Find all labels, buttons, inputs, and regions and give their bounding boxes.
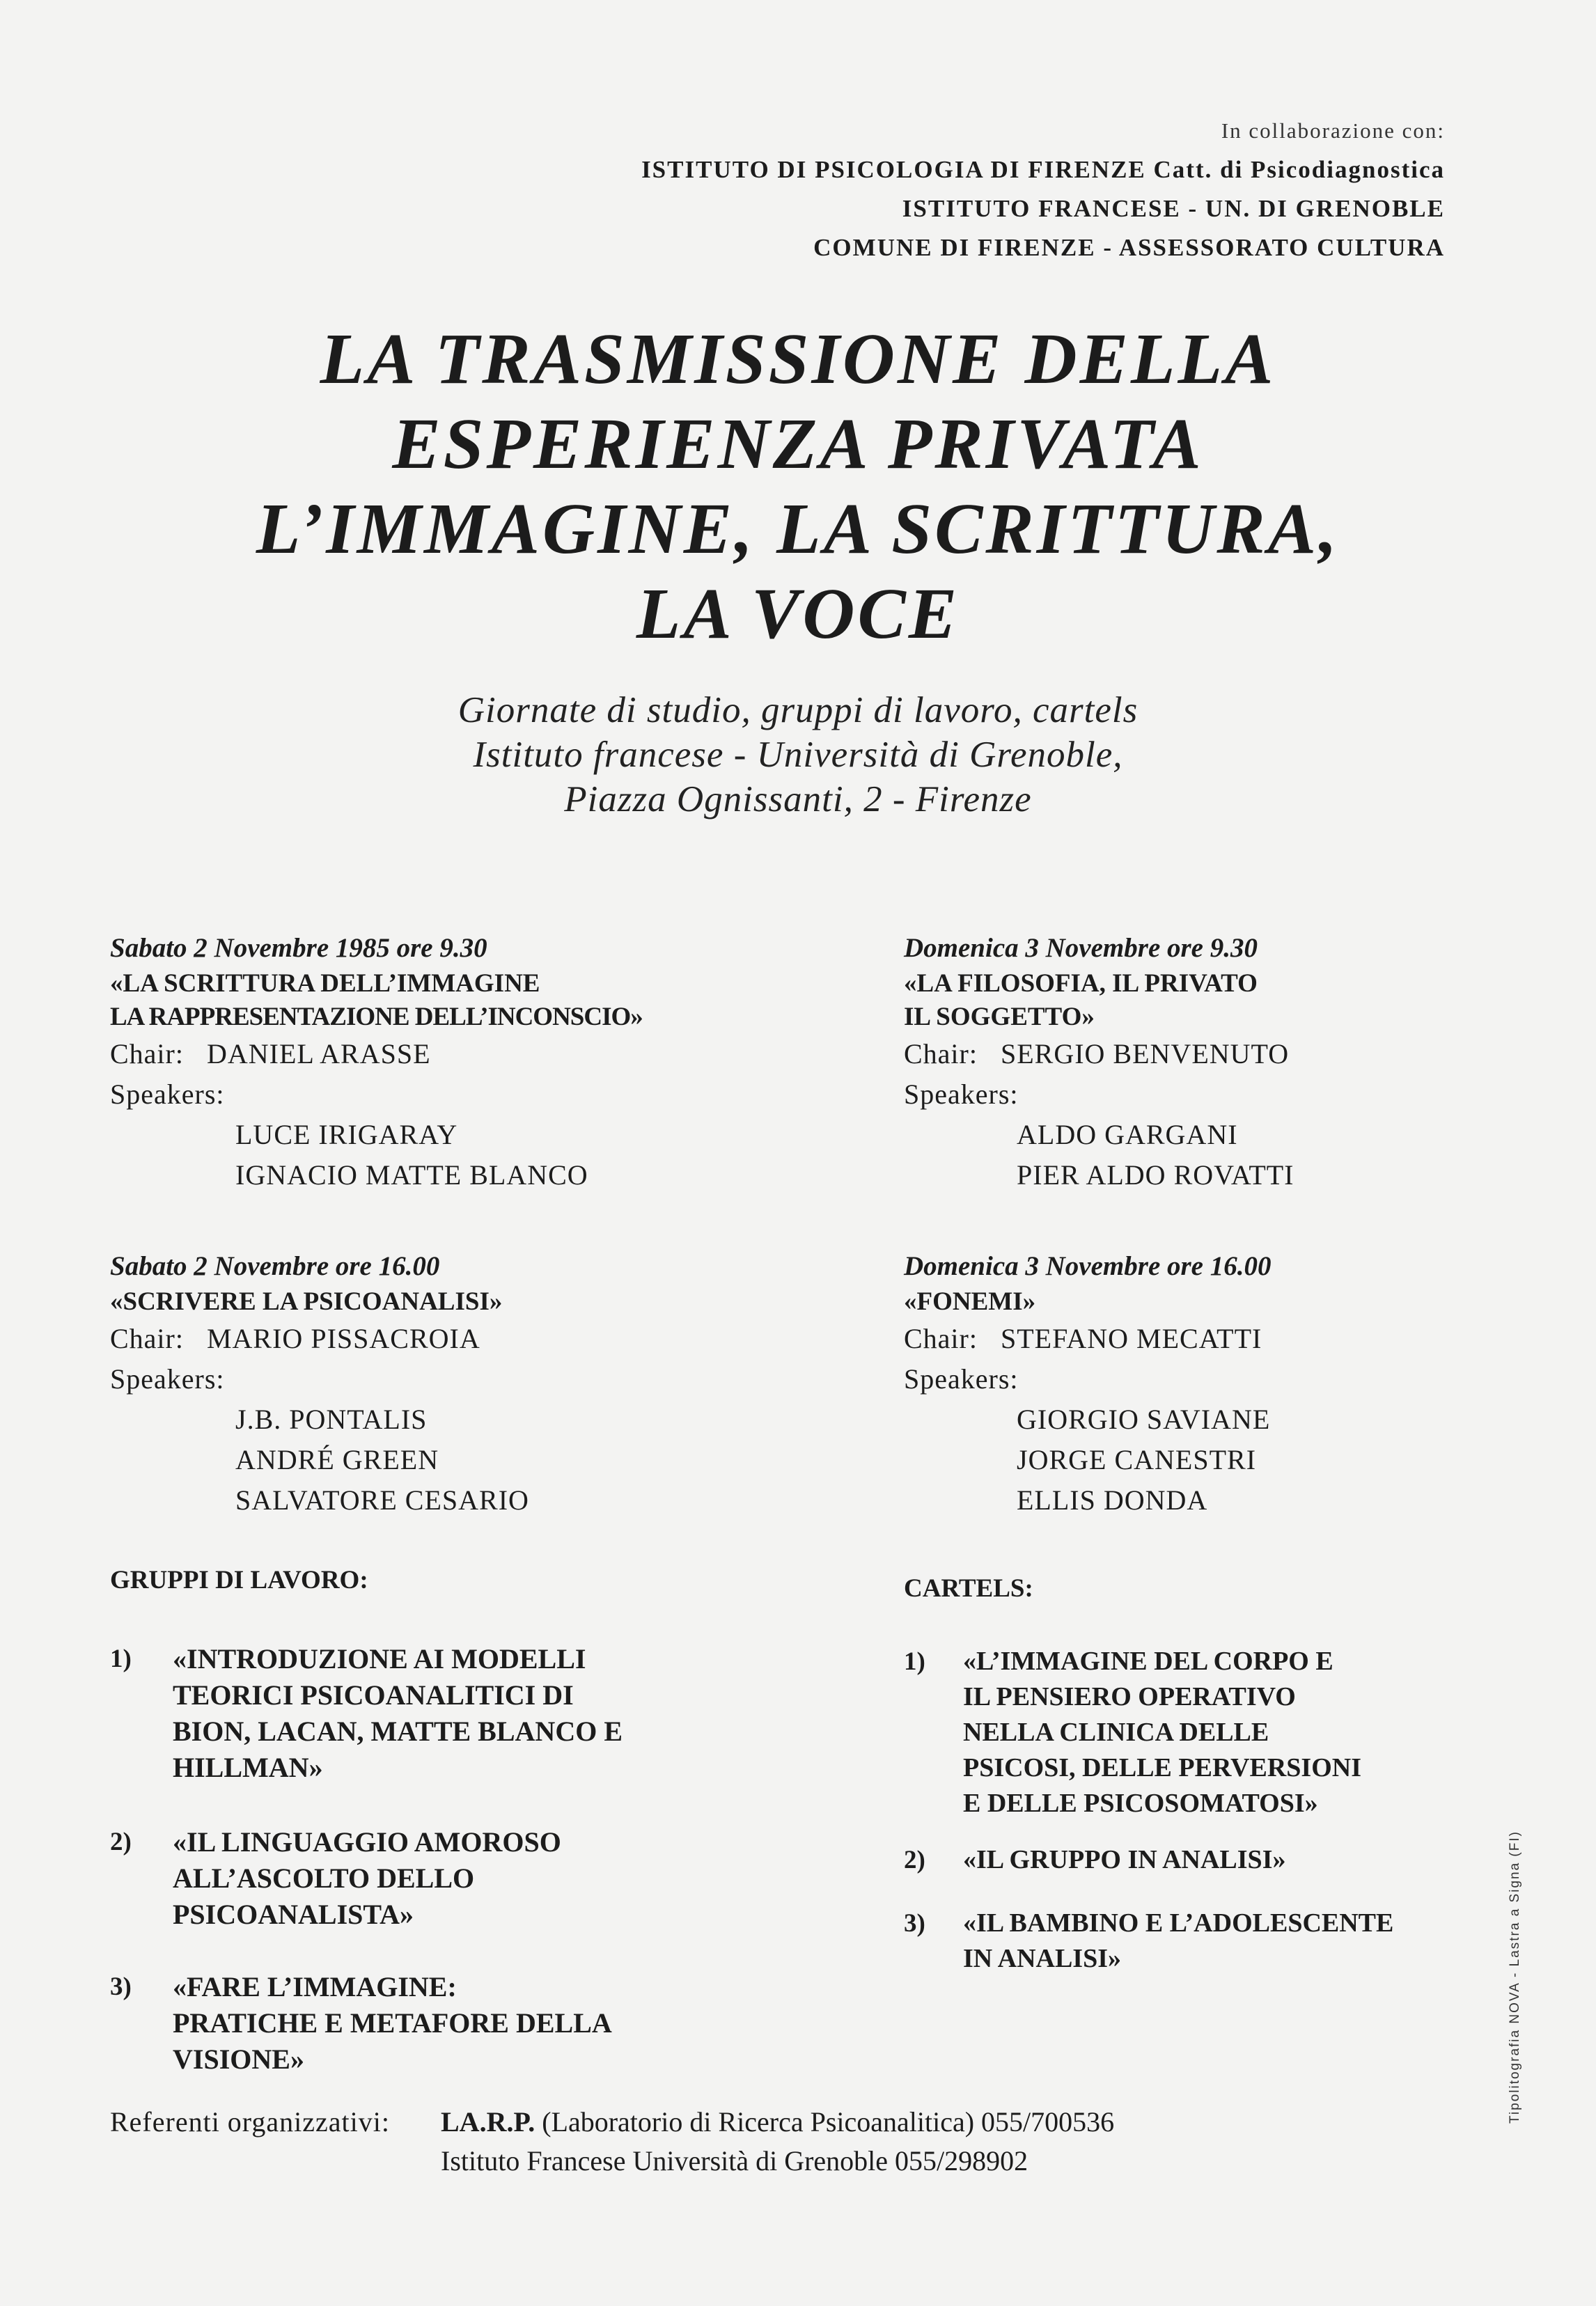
- session-heading: Domenica 3 Novembre ore 16.00: [904, 1251, 1272, 1281]
- session-heading: Domenica 3 Novembre ore 9.30: [904, 933, 1258, 963]
- collaboration-block: [261, 111, 1445, 267]
- collaboration-intro: In collaborazione con:: [1221, 118, 1445, 143]
- session-saturday-afternoon: [110, 1248, 529, 1521]
- session-chair: Chair: STEFANO MECATTI: [904, 1323, 1262, 1354]
- item-number: 2): [904, 1846, 925, 1874]
- gruppo-item: [110, 1641, 806, 1786]
- item-line: «INTRODUZIONE AI MODELLI: [173, 1643, 586, 1674]
- item-number: 3): [904, 1909, 925, 1938]
- footer-values: [441, 2103, 1114, 2181]
- speaker-name: ELLIS DONDA: [1017, 1484, 1208, 1516]
- gruppi-di-lavoro: [110, 1562, 806, 2078]
- item-line: PSICOANALISTA»: [173, 1899, 414, 1930]
- speaker-name: LUCE IRIGARAY: [235, 1119, 458, 1150]
- cartel-item: [904, 1906, 1496, 1977]
- session-title: [110, 1285, 529, 1319]
- cartels-heading: CARTELS:: [904, 1574, 1033, 1603]
- printer-credit: Tipolitografia NOVA - Lastra a Signa (FI): [1508, 1830, 1522, 2124]
- subtitle: [0, 688, 1596, 822]
- session-title: [904, 967, 1294, 1034]
- main-title: [0, 317, 1596, 657]
- title-line: LA VOCE: [636, 574, 960, 654]
- item-line: NELLA CLINICA DELLE: [963, 1718, 1269, 1747]
- session-title-line: «FONEMI»: [904, 1287, 1036, 1316]
- item-line: HILLMAN»: [173, 1752, 323, 1783]
- speaker-name: ALDO GARGANI: [1017, 1119, 1238, 1150]
- speakers-label: Speakers:: [110, 1363, 225, 1395]
- larp-name: LA.R.P.: [441, 2106, 535, 2138]
- speaker-name: SALVATORE CESARIO: [235, 1484, 529, 1516]
- item-line: IN ANALISI»: [963, 1944, 1122, 1973]
- item-line: ALL’ASCOLTO DELLO: [173, 1862, 475, 1894]
- session-sunday-morning: [904, 930, 1294, 1195]
- subtitle-line: Piazza Ognissanti, 2 - Firenze: [564, 779, 1032, 819]
- speaker-name: PIER ALDO ROVATTI: [1017, 1159, 1294, 1191]
- collaborator-psicologia: ISTITUTO DI PSICOLOGIA DI FIRENZE Catt. di Psicodiagnostica: [641, 156, 1445, 183]
- speaker-name: ANDRÉ GREEN: [235, 1444, 439, 1475]
- gruppi-heading: GRUPPI DI LAVORO:: [110, 1566, 368, 1594]
- title-line: ESPERIENZA PRIVATA: [392, 404, 1204, 484]
- cartels: [904, 1570, 1496, 1977]
- session-chair: Chair: SERGIO BENVENUTO: [904, 1038, 1290, 1069]
- collaborator-istituto-francese: ISTITUTO FRANCESE - UN. DI GRENOBLE: [902, 195, 1445, 222]
- session-heading: Sabato 2 Novembre 1985 ore 9.30: [110, 933, 487, 963]
- speakers-label: Speakers:: [904, 1363, 1019, 1395]
- item-line: E DELLE PSICOSOMATOSI»: [963, 1789, 1318, 1818]
- title-line: LA TRASMISSIONE DELLA: [320, 319, 1276, 399]
- speakers-label: Speakers:: [904, 1079, 1019, 1110]
- cartel-item: [904, 1842, 1496, 1878]
- item-line: PSICOSI, DELLE PERVERSIONI: [963, 1753, 1361, 1782]
- gruppo-item: [110, 1969, 806, 2078]
- larp-details: (Laboratorio di Ricerca Psicoanalitica) 055/700536: [535, 2106, 1115, 2138]
- speaker-name: JORGE CANESTRI: [1017, 1444, 1257, 1475]
- speaker-name: GIORGIO SAVIANE: [1017, 1404, 1271, 1435]
- item-line: BION, LACAN, MATTE BLANCO E: [173, 1716, 623, 1747]
- footer-line-larp: [441, 2103, 1114, 2142]
- session-title-line: LA RAPPRESENTAZIONE DELL’INCONSCIO»: [110, 1003, 643, 1031]
- item-line: VISIONE»: [173, 2044, 304, 2075]
- title-line: L’IMMAGINE, LA SCRITTURA,: [256, 489, 1340, 569]
- session-chair: Chair: MARIO PISSACROIA: [110, 1323, 480, 1354]
- item-number: 1): [904, 1647, 925, 1676]
- session-title: [904, 1285, 1272, 1319]
- session-title-line: «SCRIVERE LA PSICOANALISI»: [110, 1287, 503, 1316]
- item-line: «IL BAMBINO E L’ADOLESCENTE: [963, 1908, 1394, 1938]
- session-title-line: IL SOGGETTO»: [904, 1003, 1095, 1031]
- speaker-name: J.B. PONTALIS: [235, 1404, 428, 1435]
- session-saturday-morning: [110, 930, 643, 1195]
- collaborator-comune: COMUNE DI FIRENZE - ASSESSORATO CULTURA: [813, 234, 1445, 261]
- item-line: TEORICI PSICOANALITICI DI: [173, 1679, 574, 1711]
- item-number: 2): [110, 1828, 132, 1856]
- speaker-name: IGNACIO MATTE BLANCO: [235, 1159, 588, 1191]
- footer-line-istituto: Istituto Francese Università di Grenoble 055/298902: [441, 2145, 1028, 2176]
- session-title-line: «LA FILOSOFIA, IL PRIVATO: [904, 969, 1258, 998]
- item-line: «L’IMMAGINE DEL CORPO E: [963, 1647, 1333, 1676]
- item-line: PRATICHE E METAFORE DELLA: [173, 2007, 612, 2039]
- session-chair: Chair: DANIEL ARASSE: [110, 1038, 431, 1069]
- session-heading: Sabato 2 Novembre ore 16.00: [110, 1251, 440, 1281]
- speakers-label: Speakers:: [110, 1079, 225, 1110]
- session-title: [110, 967, 643, 1034]
- item-line: «IL GRUPPO IN ANALISI»: [963, 1845, 1286, 1874]
- footer-label: Referenti organizzativi:: [110, 2106, 390, 2138]
- item-number: 1): [110, 1645, 132, 1673]
- item-line: «FARE L’IMMAGINE:: [173, 1971, 457, 2002]
- item-number: 3): [110, 1972, 132, 2001]
- session-sunday-afternoon: [904, 1248, 1272, 1521]
- item-line: IL PENSIERO OPERATIVO: [963, 1682, 1296, 1711]
- item-line: «IL LINGUAGGIO AMOROSO: [173, 1826, 561, 1858]
- cartel-item: [904, 1644, 1496, 1821]
- gruppo-item: [110, 1824, 806, 1933]
- subtitle-line: Istituto francese - Università di Grenoble,: [473, 735, 1123, 775]
- session-title-line: «LA SCRITTURA DELL’IMMAGINE: [110, 969, 540, 998]
- subtitle-line: Giornate di studio, gruppi di lavoro, cartels: [457, 690, 1139, 730]
